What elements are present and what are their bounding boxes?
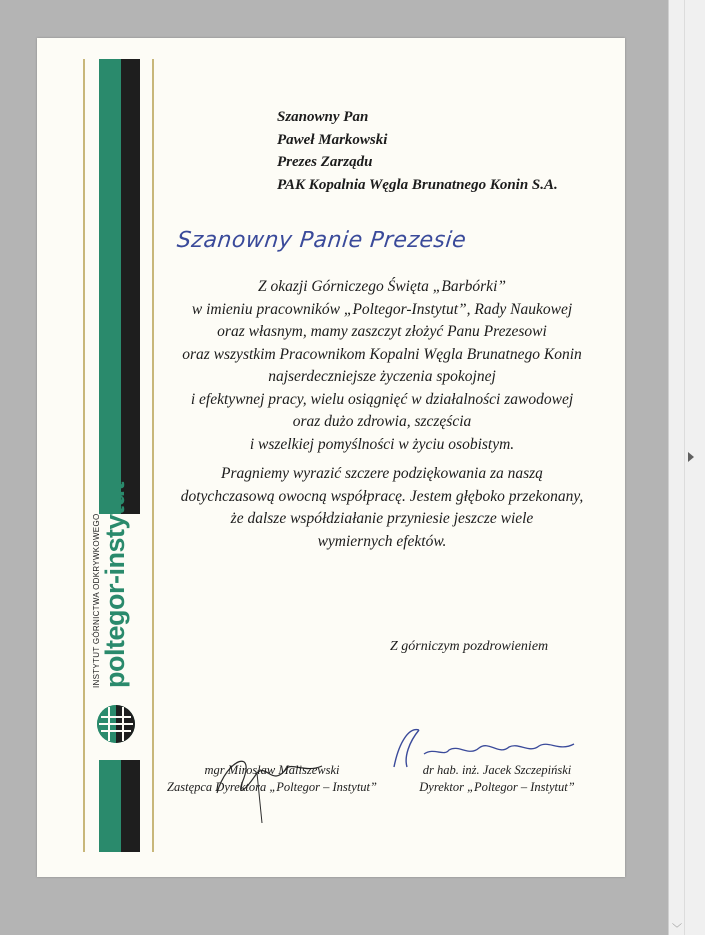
paragraph-line: dotychczasową owocną współpracę. Jestem głęboko przekonany, bbox=[180, 487, 584, 505]
signatory-name: dr hab. inż. Jacek Szczepiński bbox=[422, 763, 572, 777]
company-logo-text bbox=[92, 482, 128, 688]
signatory-director bbox=[402, 762, 592, 796]
signatory-title: Dyrektor „Poltegor – Instytut” bbox=[419, 780, 575, 794]
gold-stripe-left bbox=[83, 59, 85, 852]
address-line: PAK Kopalnia Węgla Brunatnego Konin S.A. bbox=[277, 176, 558, 193]
letter-paragraph-1 bbox=[157, 276, 607, 456]
paragraph-line: oraz własnym, mamy zaszczyt złożyć Panu Prezesowi bbox=[217, 323, 547, 340]
paragraph-line: oraz dużo zdrowia, szczęścia bbox=[292, 413, 472, 430]
logo-brand: poltegor-instytut bbox=[100, 482, 130, 688]
closing-greeting: Z górniczym pozdrowieniem bbox=[390, 639, 549, 654]
vertical-scrollbar[interactable] bbox=[668, 0, 705, 935]
black-stripe-bottom bbox=[121, 760, 140, 852]
black-stripe-top bbox=[121, 59, 140, 514]
paragraph-line: i efektywnej pracy, wielu osiągnięć w działalności zawodowej bbox=[190, 390, 574, 408]
address-line: Paweł Markowski bbox=[277, 131, 388, 148]
company-emblem-icon bbox=[95, 703, 137, 745]
paragraph-line: oraz wszystkim Pracownikom Kopalni Węgla Brunatnego Konin bbox=[182, 345, 582, 363]
paragraph-line: wymiernych efektów. bbox=[317, 532, 447, 550]
paragraph-line: i wszelkiej pomyślności w życiu osobistym. bbox=[249, 435, 515, 453]
scroll-down-chevron-icon[interactable]: ﹀ bbox=[672, 924, 682, 935]
scrollbar-track[interactable] bbox=[684, 0, 685, 935]
signatory-title: Zastępca Dyrektora „Poltegor – Instytut” bbox=[167, 780, 377, 794]
green-stripe-top bbox=[99, 59, 121, 514]
address-line: Prezes Zarządu bbox=[277, 154, 373, 170]
recipient-address bbox=[277, 106, 558, 196]
letter-page bbox=[37, 38, 625, 877]
paragraph-line: Z okazji Górniczego Święta „Barbórki” bbox=[257, 278, 506, 295]
paragraph-line: w imieniu pracowników „Poltegor-Instytut”, Rady Naukowej bbox=[191, 300, 573, 318]
green-stripe-bottom bbox=[99, 760, 121, 852]
paragraph-line: że dalsze współdziałanie przyniesie jeszcze wiele bbox=[230, 510, 534, 527]
signatory-name: mgr Mirosław Maliszewski bbox=[204, 763, 340, 777]
gold-stripe-right bbox=[152, 59, 154, 852]
paragraph-line: Pragniemy wyrazić szczere podziękowania za naszą bbox=[221, 465, 543, 482]
next-page-arrow-icon[interactable] bbox=[688, 452, 694, 462]
logo-subtitle: INSTYTUT GÓRNICTWA ODKRYWKOWEGO bbox=[92, 513, 101, 688]
signatory-deputy bbox=[157, 762, 387, 796]
letter-paragraph-2 bbox=[157, 463, 607, 553]
handwritten-salutation: Szanowny Panie Prezesie bbox=[175, 228, 468, 253]
address-line: Szanowny Pan bbox=[277, 109, 369, 125]
paragraph-line: najserdeczniejsze życzenia spokojnej bbox=[268, 368, 496, 385]
